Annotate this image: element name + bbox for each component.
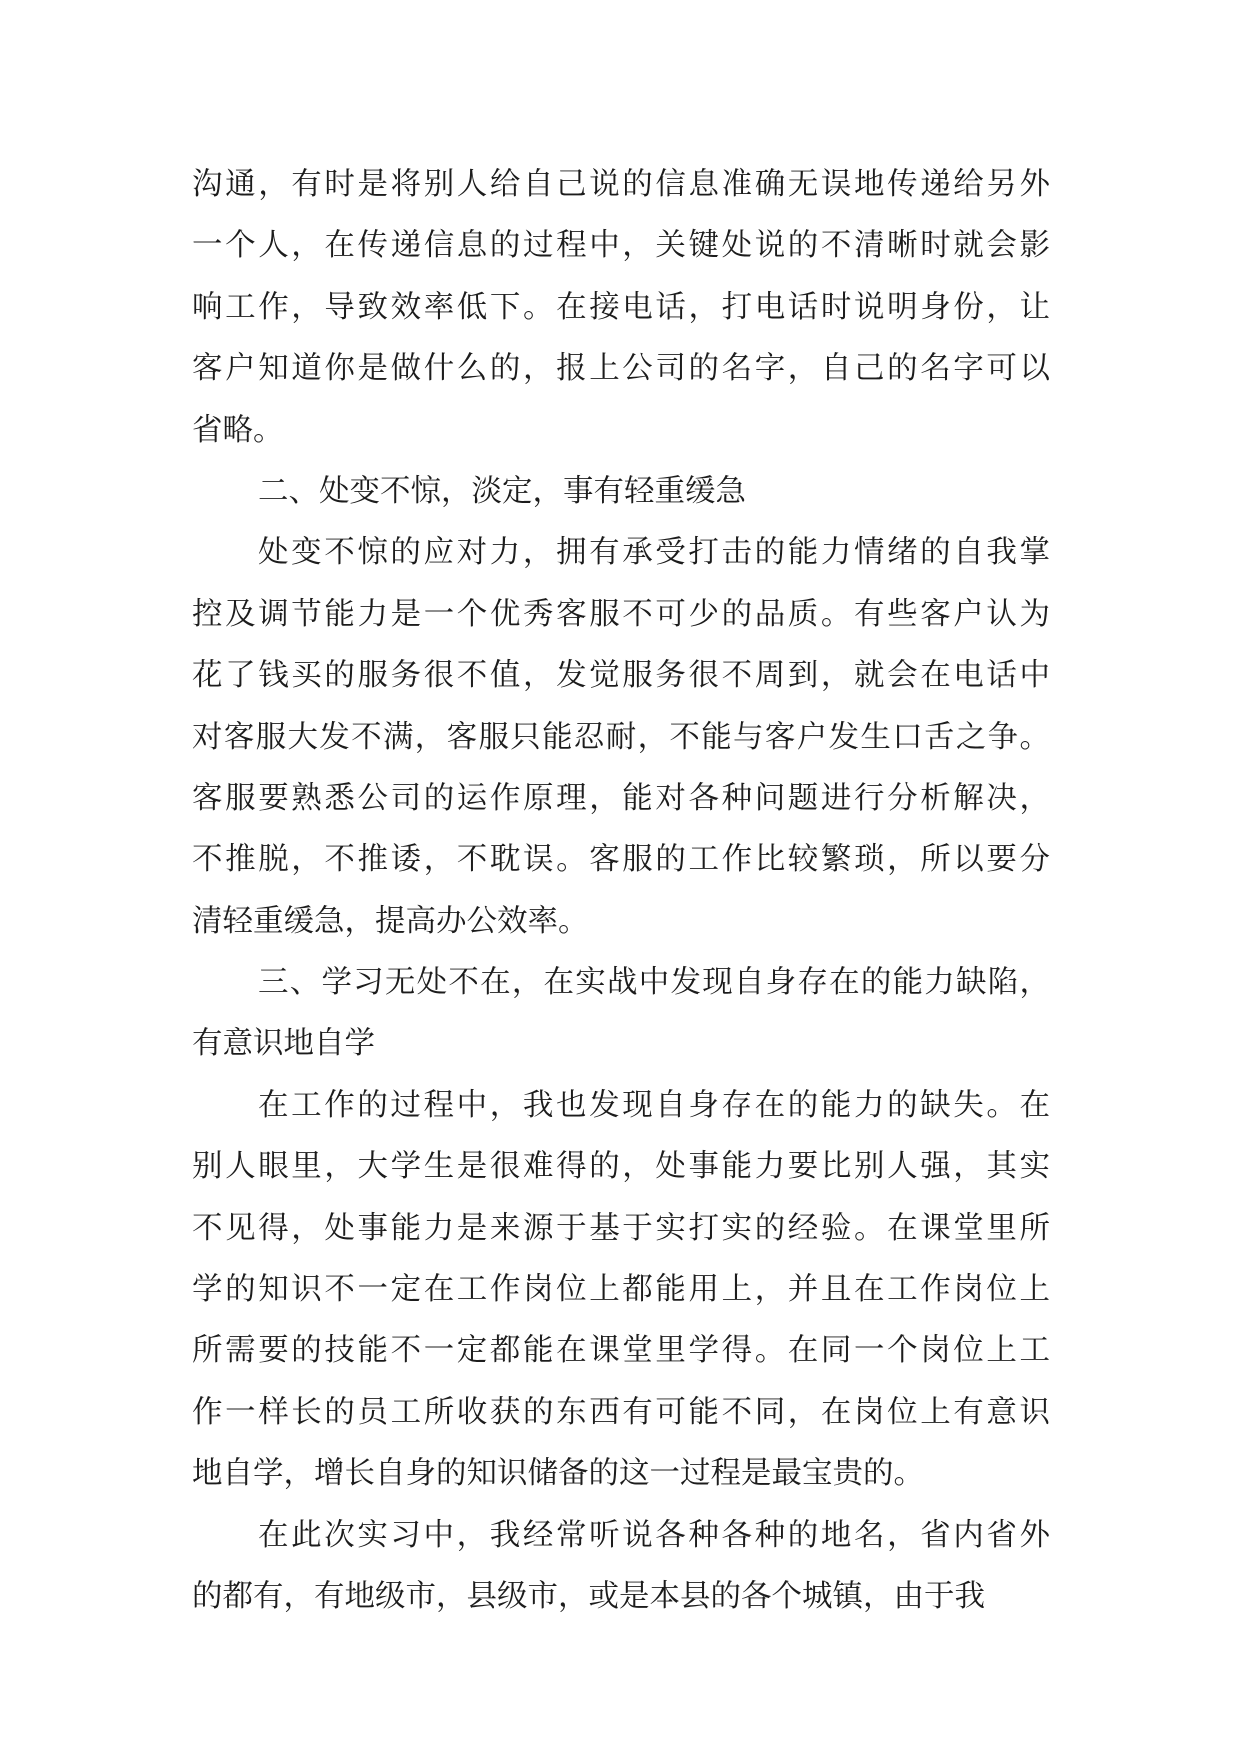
section-heading — [192, 952, 1050, 1075]
section-heading — [192, 461, 1050, 522]
text-line: 省略。 — [192, 412, 284, 448]
text-line: 控及调节能力是一个优秀客服不可少的品质。有些客户认为 — [192, 596, 1050, 632]
body-paragraph — [192, 154, 1050, 461]
body-paragraph — [192, 1505, 1050, 1628]
document-body — [192, 154, 1050, 1627]
text-line: 二、处变不惊，淡定，事有轻重缓急 — [258, 473, 746, 509]
body-paragraph — [192, 1075, 1050, 1505]
text-line: 的都有，有地级市，县级市，或是本县的各个城镇，由于我 — [192, 1578, 985, 1614]
text-line: 客服要熟悉公司的运作原理，能对各种问题进行分析解决， — [192, 780, 1050, 816]
body-paragraph — [192, 522, 1050, 952]
text-line: 作一样长的员工所收获的东西有可能不同，在岗位上有意识 — [192, 1394, 1050, 1430]
text-line: 一个人，在传递信息的过程中，关键处说的不清晰时就会影 — [192, 228, 1050, 264]
text-line: 沟通，有时是将别人给自己说的信息准确无误地传递给另外 — [192, 167, 1050, 202]
text-line: 在此次实习中，我经常听说各种各种的地名，省内省外 — [258, 1517, 1050, 1553]
text-line: 三、学习无处不在，在实战中发现自身存在的能力缺陷， — [258, 965, 1050, 1001]
text-line: 清轻重缓急，提高办公效率。 — [192, 903, 589, 939]
text-line: 花了钱买的服务很不值，发觉服务很不周到，就会在电话中 — [192, 658, 1050, 694]
text-line: 有意识地自学 — [192, 1026, 375, 1062]
text-line: 对客服大发不满，客服只能忍耐，不能与客户发生口舌之争。 — [192, 719, 1050, 755]
text-line: 响工作，导致效率低下。在接电话，打电话时说明身份，让 — [192, 289, 1050, 325]
text-line: 地自学，增长自身的知识储备的这一过程是最宝贵的。 — [192, 1456, 924, 1492]
text-line: 别人眼里，大学生是很难得的，处事能力要比别人强，其实 — [192, 1149, 1050, 1185]
text-line: 不见得，处事能力是来源于基于实打实的经验。在课堂里所 — [192, 1210, 1050, 1246]
text-line: 客户知道你是做什么的，报上公司的名字，自己的名字可以 — [192, 351, 1050, 387]
text-line: 在工作的过程中，我也发现自身存在的能力的缺失。在 — [258, 1087, 1050, 1123]
text-line: 处变不惊的应对力，拥有承受打击的能力情绪的自我掌 — [258, 535, 1050, 571]
text-line: 学的知识不一定在工作岗位上都能用上，并且在工作岗位上 — [192, 1272, 1050, 1308]
text-line: 不推脱，不推诿，不耽误。客服的工作比较繁琐，所以要分 — [192, 842, 1050, 878]
text-line: 所需要的技能不一定都能在课堂里学得。在同一个岗位上工 — [192, 1333, 1050, 1369]
